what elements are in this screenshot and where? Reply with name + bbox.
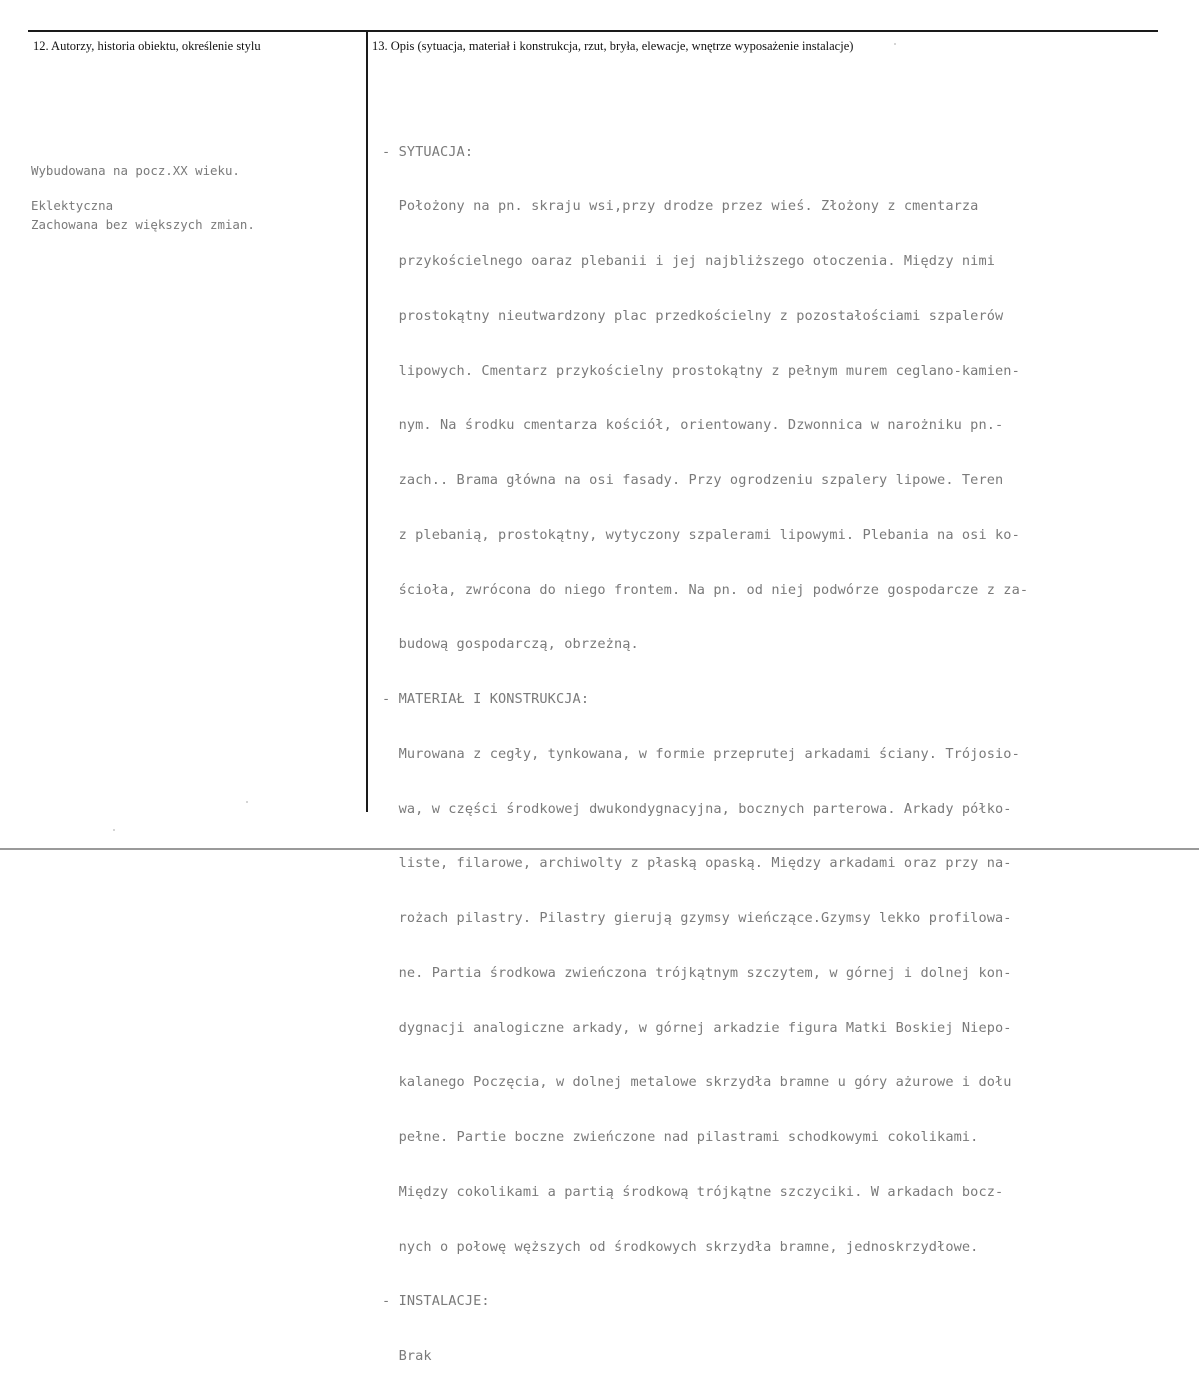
description-line: wa, w części środkowej dwukondygnacyjna, bocznych parterowa. Arkady półko-	[382, 800, 1012, 817]
section-heading: - SYTUACJA:	[382, 143, 474, 160]
description-line: ne. Partia środkowa zwieńczona trójkątnym szczytem, w górnej i dolnej kon-	[382, 964, 1012, 981]
section-heading: - MATERIAŁ I KONSTRUKCJA:	[382, 691, 590, 707]
field-12-style: Eklektyczna	[31, 198, 114, 213]
history-line: Zachowana bez większych zmian.	[31, 217, 255, 232]
field-12-history	[31, 126, 255, 252]
top-rule	[28, 30, 1158, 32]
section-heading: - INSTALACJE:	[382, 1293, 490, 1310]
description-line: lipowych. Cmentarz przykościelny prostokątny z pełnym murem ceglano-kamien-	[382, 362, 1020, 379]
description-line: Murowana z cegły, tynkowana, w formie przeprutej arkadami ściany. Trójosio-	[382, 745, 1020, 762]
description-line: nych o połowę węższych od środkowych skrzydła bramne, jednoskrzydłowe.	[382, 1238, 979, 1255]
description-line: Między cokolikami a partią środkową trójkątne szczyciki. W arkadach bocz-	[382, 1183, 1004, 1200]
description-line: kalanego Poczęcia, w dolnej metalowe skrzydła bramne u góry ażurowe i dołu	[382, 1074, 1012, 1091]
description-line: dygnacji analogiczne arkady, w górnej arkadzie figura Matki Boskiej Niepo-	[382, 1019, 1012, 1036]
description-line: prostokątny nieutwardzony plac przedkościelny z pozostałościami szpalerów	[382, 307, 1004, 324]
paper-speck	[246, 801, 248, 803]
field-13-description	[382, 106, 1028, 1384]
description-line: Położony na pn. skraju wsi,przy drodze przez wieś. Złożony z cmentarza	[382, 198, 979, 215]
description-line: rożach pilastry. Pilastry gierują gzymsy wieńczące.Gzymsy lekko profilowa-	[382, 910, 1012, 926]
column-divider	[366, 31, 368, 812]
description-line: z plebanią, prostokątny, wytyczony szpalerami lipowymi. Plebania na osi ko-	[382, 526, 1020, 543]
field-12-header: 12. Autorzy, historia obiektu, określenie stylu	[33, 39, 261, 53]
description-line: Brak	[382, 1348, 432, 1364]
history-line: Wybudowana na pocz.XX wieku.	[31, 163, 240, 178]
description-line: przykościelnego oaraz plebanii i jej najbliższego otoczenia. Między nimi	[382, 253, 996, 269]
paper-speck	[894, 43, 896, 45]
description-line: zach.. Brama główna na osi fasady. Przy ogrodzeniu szpalery lipowe. Teren	[382, 472, 1004, 488]
paper-speck	[113, 829, 115, 831]
description-line: pełne. Partie boczne zwieńczone nad pilastrami schodkowymi cokolikami.	[382, 1129, 979, 1145]
description-line: ścioła, zwrócona do niego frontem. Na pn. od niej podwórze gospodarcze z za-	[382, 581, 1029, 598]
description-line: liste, filarowe, archiwolty z płaską opaską. Między arkadami oraz przy na-	[382, 855, 1012, 872]
description-line: nym. Na środku cmentarza kościół, orientowany. Dzwonnica w narożniku pn.-	[382, 417, 1004, 434]
field-13-header: 13. Opis (sytuacja, materiał i konstrukcja, rzut, bryła, elewacje, wnętrze wyposażenie instalacje)	[372, 39, 854, 53]
description-line: budową gospodarczą, obrzeżną.	[382, 636, 639, 653]
